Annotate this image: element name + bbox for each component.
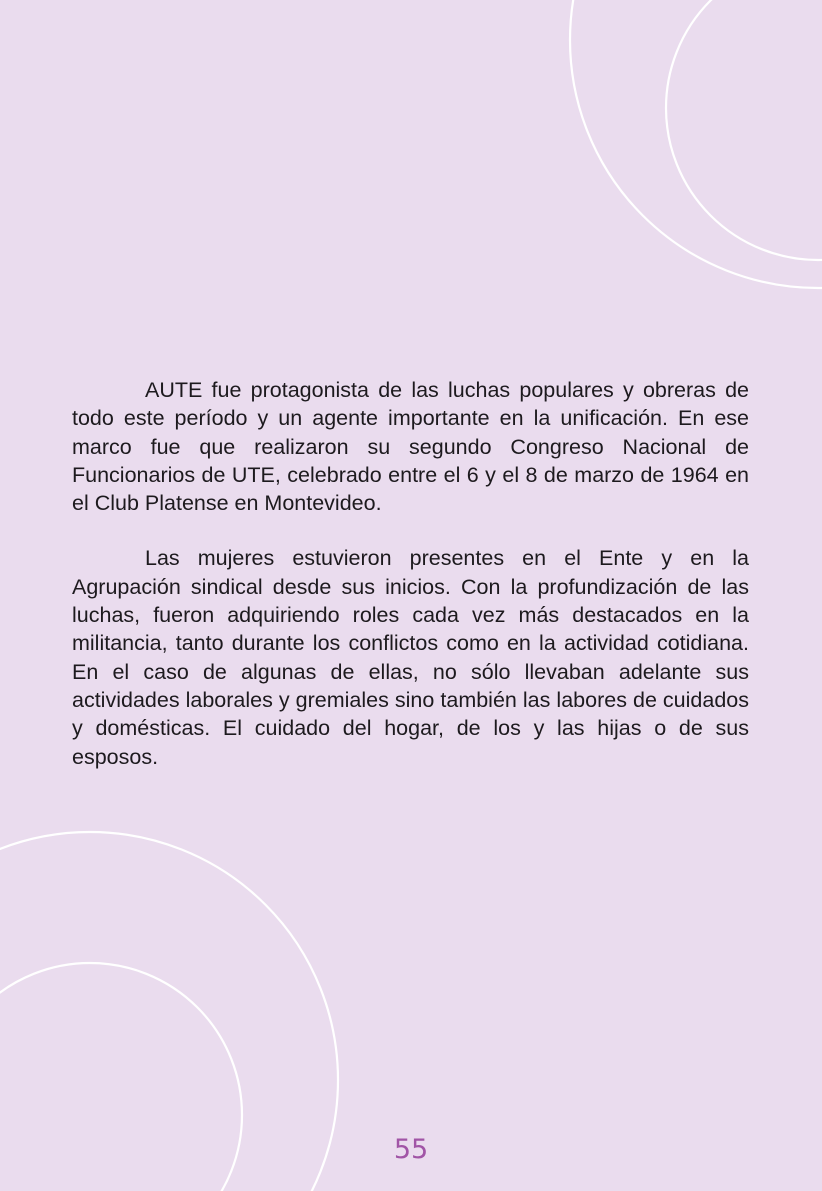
body-text — [72, 376, 749, 798]
paragraph-aute: AUTE fue protagonista de las luchas populares y obreras de todo este período y un agente importante en la unificación. En ese marco fue que realizaron su segundo Congreso Nacional de Funcionarios de UTE, celebrado entre el 6 y el 8 de marzo de 1964 en el Club Platense en Montevideo. — [72, 378, 749, 516]
top-right-inner-circle — [666, 0, 822, 260]
page-number: 55 — [393, 1134, 429, 1165]
paragraph-mujeres: Las mujeres estuvieron presentes en el Ente y en la Agrupación sindical desde sus inicios. Con la profundización de las luchas, fueron adquiriendo roles cada vez más destacados en la militancia, tanto durante los conflictos como en la actividad cotidiana. En el caso de algunas de ellas, no sólo llevaban adelante sus actividades laborales y gremiales sino también las labores de cuidados y domésticas. El cuidado del hogar, de los y las hijas o de sus esposos. — [72, 546, 749, 769]
top-right-outer-circle — [570, 0, 822, 288]
